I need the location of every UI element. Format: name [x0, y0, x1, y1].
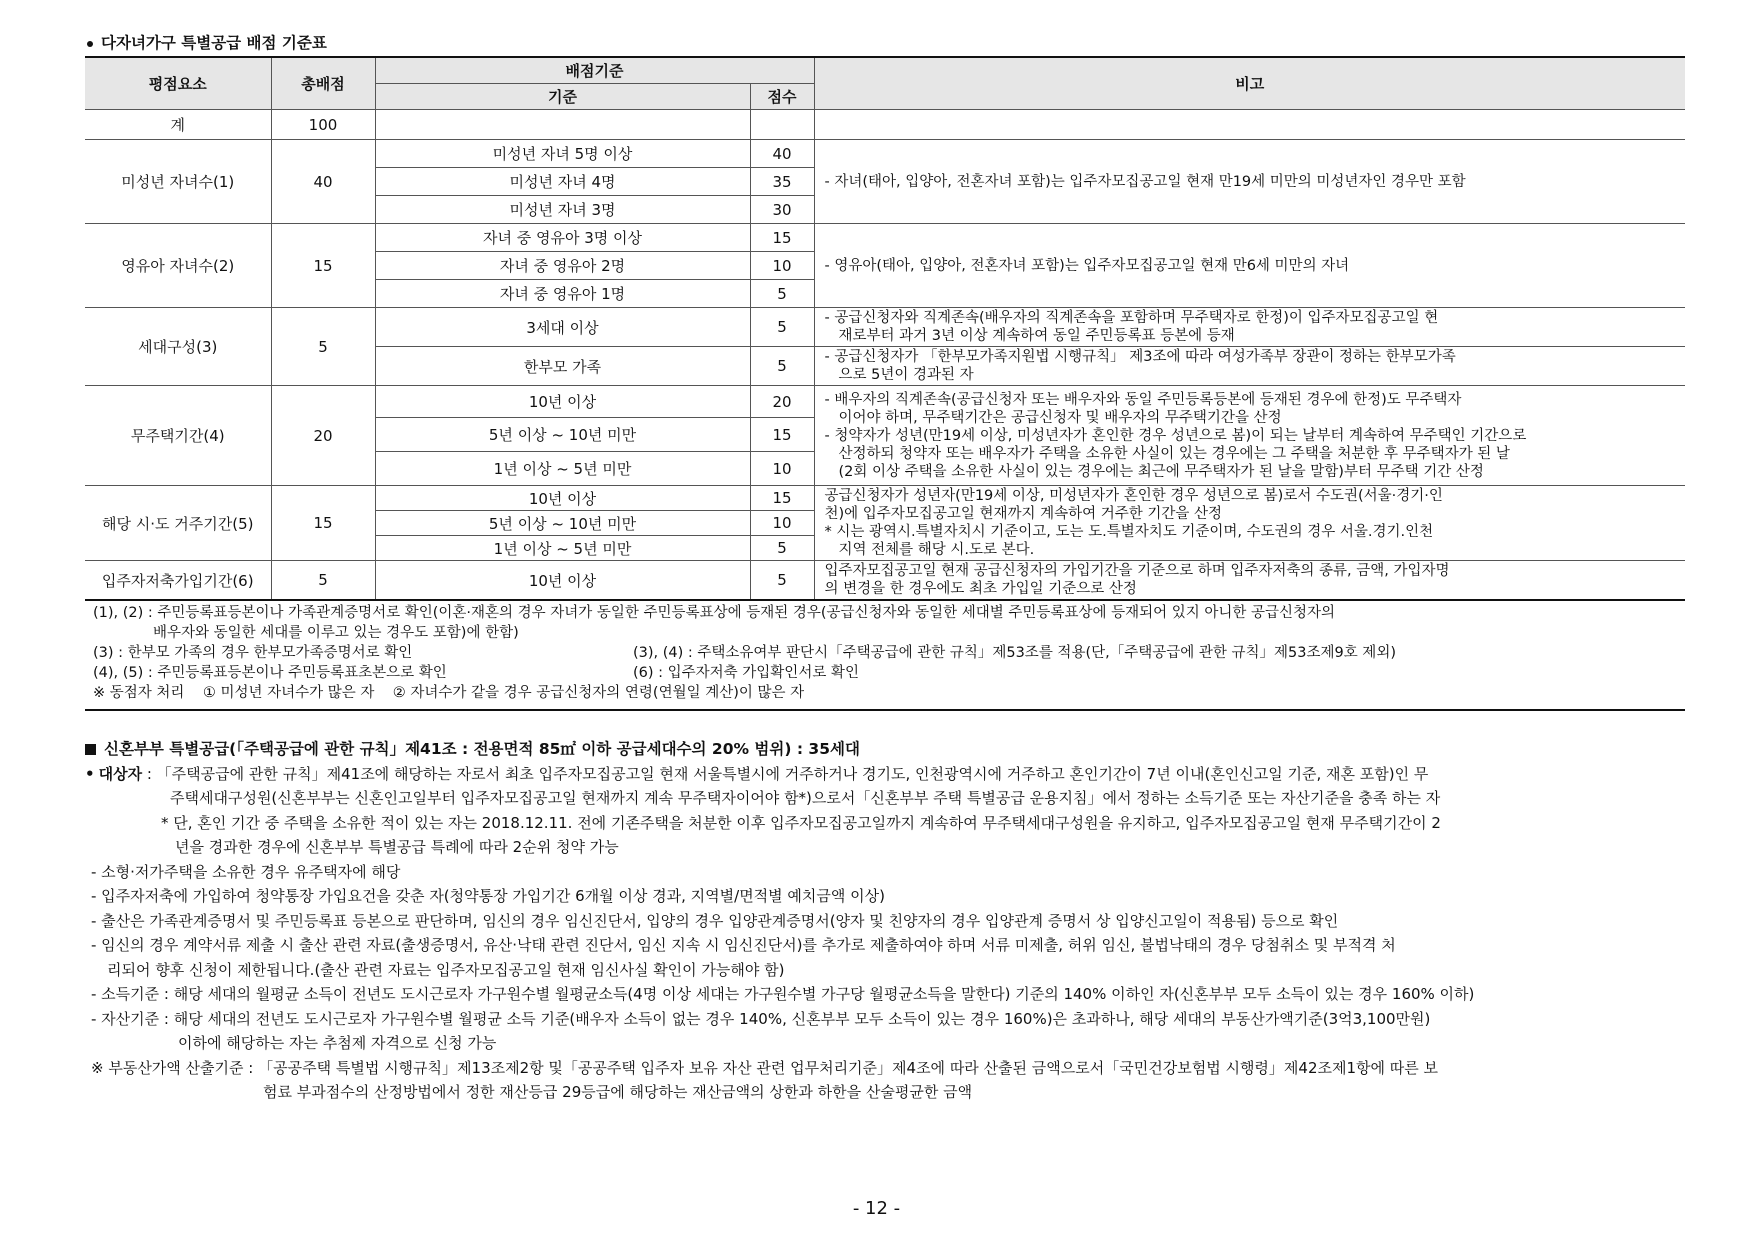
total-cell: 40: [271, 140, 375, 224]
footnote-3: (3) : 한부모 가족의 경우 한부모가족증명서로 확인: [93, 645, 413, 661]
header-remark: 비고: [814, 57, 1685, 110]
criteria-cell: 미성년 자녀 3명: [375, 196, 750, 224]
item-cell: 입주자저축가입기간(6): [85, 561, 271, 601]
note-cell: - 배우자의 직계존속(공급신청자 또는 배우자와 동일 주민등록등본에 등재된 경우에 한정)도 무주택자 이어야 하며, 무주택기간은 공급신청자 및 배우자의 무주택기간을 산정 - 청약자가 성년(만19세 이상, 미성년자가 혼인한 경우 성년으로 봄)이 되는 날부터 계속하여 무주택인 기간으로 산정하되 청약자 또는 배우자가 주택을 소유한 사실이 있는 경우에는 그 주택을 처분한 후 무주택자가 된 날 (2회 이상 주택을 소유한 사실이 있는 경우에는 최근에 무주택자가 된 날을 말함)부터 무주택 기간 산정: [814, 386, 1685, 486]
table-row: [85, 224, 1685, 252]
note-cell: 공급신청자가 성년자(만19세 이상, 미성년자가 혼인한 경우 성년으로 봄)로서 수도권(서울·경기·인 천)에 입주자모집공고일 현재까지 계속하여 거주한 기간을 산정 * 시는 광역시.특별자치시 기준이고, 도는 도.특별자치도 기준이며, 수도권의 경우 서울.경기.인천 지역 전체를 해당 시.도로 본다.: [814, 486, 1685, 561]
note-cell: - 공급신청자가 「한부모가족지원법 시행규칙」 제3조에 따라 여성가족부 장관이 정하는 한부모가족 으로 5년이 경과된 자: [814, 347, 1685, 386]
note-cell: - 영유아(태아, 입양아, 전혼자녀 포함)는 입주자모집공고일 현재 만6세 미만의 자녀: [814, 224, 1685, 308]
table-row: [85, 386, 1685, 418]
bullet-icon: [87, 41, 93, 47]
criteria-cell: 자녀 중 영유아 2명: [375, 252, 750, 280]
table-row-total: [85, 110, 1685, 140]
criteria-cell: 1년 이상 ~ 5년 미만: [375, 536, 750, 561]
footnote-4-5: (4), (5) : 주민등록표등본이나 주민등록표초본으로 확인: [93, 665, 447, 681]
table-row: [85, 486, 1685, 511]
criteria-cell: 자녀 중 영유아 1명: [375, 280, 750, 308]
income-criteria: - 소득기준 : 해당 세대의 월평균 소득이 전년도 도시근로자 가구원수별 월평균소득(4명 이상 세대는 가구원수별 가구당 월평균소득을 말한다) 기준의 140% 이하인 자(신혼부부 모두 소득이 있는 경우 160% 이하): [91, 985, 1475, 1003]
score-cell: 15: [750, 224, 814, 252]
score-cell: 30: [750, 196, 814, 224]
asset-criteria: - 자산기준 : 해당 세대의 전년도 도시근로자 가구원수별 월평균 소득 기준(배우자 소득이 없는 경우 140%, 신혼부부 모두 소득이 있는 경우 160%)은 초과하나, 해당 세대의 부동산가액기준(3억3,100만원): [91, 1009, 1431, 1028]
table-row: [85, 308, 1685, 347]
realestate-criteria: ※ 부동산가액 산출기준 : 「공공주택 특별법 시행규칙」제13조제2항 및「공공주택 입주자 보유 자산 관련 업무처리기준」제4조에 따라 산출된 금액으로서「국민건강보험법 시행령」제42조제1항에 따른 보: [91, 1058, 1439, 1077]
section-title-newlywed: 신혼부부 특별공급(「주택공급에 관한 규칙」제41조 : 전용면적 85㎡ 이하 공급세대수의 20% 범위) : 35세대: [85, 737, 1685, 762]
total-score: 100: [271, 110, 375, 140]
score-cell: 5: [750, 280, 814, 308]
score-cell: 15: [750, 418, 814, 452]
item-cell: 세대구성(3): [85, 308, 271, 386]
total-cell: 5: [271, 308, 375, 386]
item-cell: 영유아 자녀수(2): [85, 224, 271, 308]
footnote-3-4: (3), (4) : 주택소유여부 판단시「주택공급에 관한 규칙」제53조를 적용(단,「주택공급에 관한 규칙」제53조제9호 제외): [633, 645, 1396, 661]
item-cell: 무주택기간(4): [85, 386, 271, 486]
criteria-cell: 한부모 가족: [375, 347, 750, 386]
square-bullet-icon: [85, 744, 96, 755]
total-cell: 15: [271, 224, 375, 308]
header-criteria: 기준: [375, 84, 750, 110]
note-cell: - 자녀(태아, 입양아, 전혼자녀 포함)는 입주자모집공고일 현재 만19세 미만의 미성년자인 경우만 포함: [814, 140, 1685, 224]
criteria-cell: 5년 이상 ~ 10년 미만: [375, 511, 750, 536]
item-cell: 미성년 자녀수(1): [85, 140, 271, 224]
realestate-criteria-cont: 험료 부과점수의 산정방법에서 정한 재산등급 29등급에 해당하는 재산금액의 상한과 하한을 산술평균한 금액: [263, 1083, 973, 1101]
list-item: - 소형·저가주택을 소유한 경우 유주택자에 해당: [91, 862, 401, 881]
score-cell: 5: [750, 561, 814, 601]
criteria-cell: 미성년 자녀 5명 이상: [375, 140, 750, 168]
header-total: 총배점: [271, 57, 375, 110]
table-row: [85, 140, 1685, 168]
list-item: - 임신의 경우 계약서류 제출 시 출산 관련 자료(출생증명서, 유산·낙태 관련 진단서, 임신 지속 시 임신진단서)를 추가로 제출하여야 하며 서류 미제출, 허위 임신, 불법낙태의 경우 당첨취소 및 부적격 처: [91, 936, 1396, 954]
score-cell: 10: [750, 511, 814, 536]
score-cell: 5: [750, 308, 814, 347]
total-cell: 5: [271, 561, 375, 601]
score-cell: 10: [750, 452, 814, 486]
table-footnotes: [85, 601, 1685, 711]
criteria-cell: 미성년 자녀 4명: [375, 168, 750, 196]
target-line-cont: 주택세대구성원(신혼부부는 신혼인고일부터 입주자모집공고일 현재까지 계속 무주택자이어야 함*)으로서「신혼부부 주택 특별공급 운용지침」에서 정하는 소득기준 또는 자산기준을 충족 하는 자: [170, 789, 1441, 807]
score-cell: 10: [750, 252, 814, 280]
criteria-cell: 1년 이상 ~ 5년 미만: [375, 452, 750, 486]
criteria-cell: 3세대 이상: [375, 308, 750, 347]
list-item: - 입주자저축에 가입하여 청약통장 가입요건을 갖춘 자(청약통장 가입기간 6개월 이상 경과, 지역별/면적별 예치금액 이상): [91, 887, 885, 905]
criteria-cell: 10년 이상: [375, 561, 750, 601]
page-number: - 12 -: [852, 1198, 901, 1219]
total-cell: 20: [271, 386, 375, 486]
footnote-1-2: (1), (2) : 주민등록표등본이나 가족관계증명서로 확인(이혼·재혼의 경우 자녀가 동일한 주민등록표상에 등재된 경우(공급신청자와 동일한 세대별 주민등록표상에 등재되어 있지 아니한 공급신청자의: [93, 605, 1335, 621]
total-cell: 15: [271, 486, 375, 561]
newlywed-section: [85, 737, 1685, 1105]
score-cell: 20: [750, 386, 814, 418]
score-cell: 5: [750, 347, 814, 386]
tie-break-rule: ※ 동점자 처리 ① 미성년 자녀수가 많은 자 ② 자녀수가 같을 경우 공급신청자의 연령(연월일 계산)이 많은 자: [93, 685, 805, 701]
criteria-cell: 10년 이상: [375, 486, 750, 511]
score-cell: 40: [750, 140, 814, 168]
footnote-6: (6) : 입주자저축 가입확인서로 확인: [633, 665, 859, 681]
criteria-cell: 5년 이상 ~ 10년 미만: [375, 418, 750, 452]
bullet-icon: •: [85, 764, 95, 783]
note-cell: 입주자모집공고일 현재 공급신청자의 가입기간을 기준으로 하며 입주자저축의 종류, 금액, 가입자명 의 변경을 한 경우에도 최초 가입일 기준으로 산정: [814, 561, 1685, 601]
list-item: - 출산은 가족관계증명서 및 주민등록표 등본으로 판단하며, 임신의 경우 임신진단서, 입양의 경우 입양관계증명서(양자 및 친양자의 경우 입양관계 증명서 상 입양신고일이 적용됨) 등으로 확인: [91, 911, 1339, 930]
note-cell: - 공급신청자와 직계존속(배우자의 직계존속을 포함하며 무주택자로 한정)이 입주자모집공고일 현 재로부터 과거 3년 이상 계속하여 동일 주민등록표 등본에 등재: [814, 308, 1685, 347]
header-item: 평점요소: [85, 57, 271, 110]
score-cell: 5: [750, 536, 814, 561]
score-cell: 35: [750, 168, 814, 196]
list-item-cont: 리되어 향후 신청이 제한됩니다.(출산 관련 자료는 입주자모집공고일 현재 임신사실 확인이 가능해야 함): [107, 960, 785, 979]
asset-criteria-cont: 이하에 해당하는 자는 추첨제 자격으로 신청 가능: [178, 1034, 497, 1052]
criteria-cell: 10년 이상: [375, 386, 750, 418]
target-note: * 단, 혼인 기간 중 주택을 소유한 적이 있는 자는 2018.12.11. 전에 기존주택을 처분한 이후 입주자모집공고일까지 계속하여 무주택세대구성원을 유지하고, 입주자모집공고일 현재 무주택기간이 2: [161, 813, 1441, 832]
score-cell: 15: [750, 486, 814, 511]
section-title-multichild: 다자녀가구 특별공급 배점 기준표: [85, 30, 1685, 56]
item-cell: 해당 시·도 거주기간(5): [85, 486, 271, 561]
header-criteria-group: 배점기준: [375, 57, 814, 84]
document-page: [85, 30, 1685, 1105]
total-label: 계: [85, 110, 271, 140]
footnote-1-2-cont: 배우자와 동일한 세대를 이루고 있는 경우도 포함)에 한함): [153, 625, 519, 641]
target-note-cont: 년을 경과한 경우에 신혼부부 특별공급 특례에 따라 2순위 청약 가능: [175, 838, 619, 856]
table-row: [85, 561, 1685, 601]
target-line: • 대상자 : 「주택공급에 관한 규칙」제41조에 해당하는 자로서 최초 입주자모집공고일 현재 서울특별시에 거주하거나 경기도, 인천광역시에 거주하고 혼인기간이 7년 이내(혼인신고일 기준, 재혼 포함)인 무: [85, 764, 1429, 783]
header-score: 점수: [750, 84, 814, 110]
criteria-cell: 자녀 중 영유아 3명 이상: [375, 224, 750, 252]
score-table: [85, 56, 1685, 601]
